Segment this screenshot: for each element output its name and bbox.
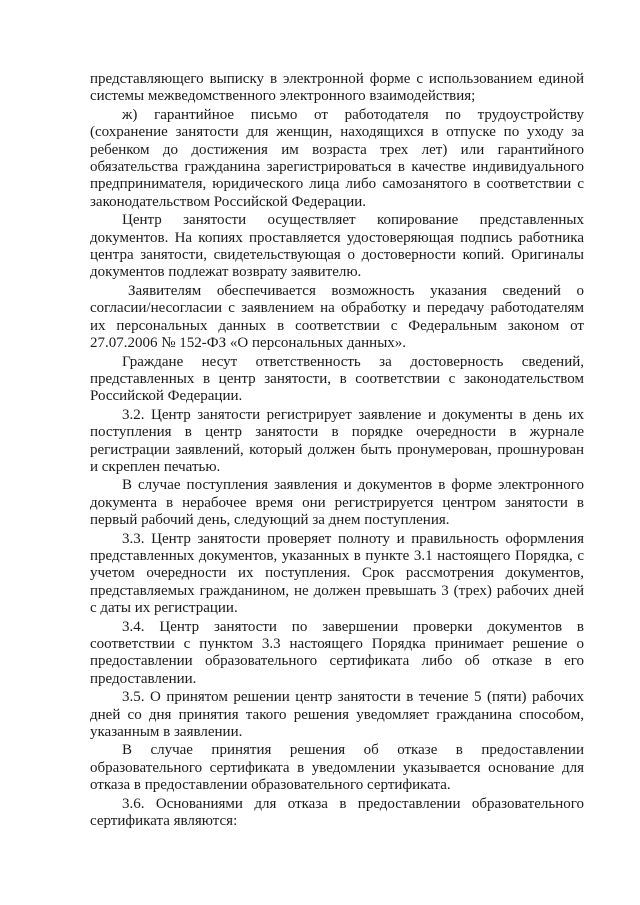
document-page — [90, 71, 584, 831]
paragraph-5: Граждане несут ответственность за достоверность сведений, представленных в центр занятости, в соответствии с законодательством Российской Федерации. — [90, 353, 584, 405]
paragraph-11: В случае принятия решения об отказе в предоставлении образовательного сертификата в уведомлении указывается основание для отказа в предоставлении образовательного сертификата. — [90, 742, 584, 794]
paragraph-3: Центр занятости осуществляет копирование представленных документов. На копиях проставляется удостоверяющая подпись работника центра занятости, свидетельствующая о достоверности копий. Оригиналы документов подлежат возврату заявителю. — [90, 212, 584, 281]
paragraph-9: 3.4. Центр занятости по завершении проверки документов в соответствии с пунктом 3.3 настоящего Порядка принимает решение о предоставлении образовательного сертификата либо об отказе в его предоставлении. — [90, 618, 584, 687]
paragraph-2: ж) гарантийное письмо от работодателя по трудоустройству (сохранение занятости для женщин, находящихся в отпуске по уходу за ребенком до достижения им возраста трех лет) или гарантийного обязательства гражданина зарегистрироваться в качестве индивидуального предпринимателя, юридического лица либо самозанятого в соответствии с законодательством Российской Федерации. — [90, 106, 584, 210]
paragraph-6: 3.2. Центр занятости регистрирует заявление и документы в день их поступления в центр занятости в порядке очередности в журнале регистрации заявлений, который должен быть пронумерован, прошнурован и скреплен печатью. — [90, 406, 584, 475]
paragraph-8: 3.3. Центр занятости проверяет полноту и правильность оформления представленных документов, указанных в пункте 3.1 настоящего Порядка, с учетом очередности их поступления. Срок рассмотрения документов, представляемых гражданином, не должен превышать 3 (трех) рабочих дней с даты их регистрации. — [90, 530, 584, 617]
paragraph-12: 3.6. Основаниями для отказа в предоставлении образовательного сертификата являются: — [90, 795, 584, 830]
paragraph-7: В случае поступления заявления и документов в форме электронного документа в нерабочее время они регистрируется центром занятости в первый рабочий день, следующий за днем поступления. — [90, 477, 584, 529]
paragraph-10: 3.5. О принятом решении центр занятости в течение 5 (пяти) рабочих дней со дня принятия такого решения уведомляет гражданина способом, указанным в заявлении. — [90, 689, 584, 741]
paragraph-4: Заявителям обеспечивается возможность указания сведений о согласии/несогласии с заявлением на обработку и передачу работодателям их персональных данных в соответствии с Федеральным законом от 27.07.2006 № 152-ФЗ «О персональных данных». — [90, 282, 584, 352]
paragraph-1: представляющего выписку в электронной форме с использованием единой системы межведомственного электронного взаимодействия; — [90, 71, 584, 105]
